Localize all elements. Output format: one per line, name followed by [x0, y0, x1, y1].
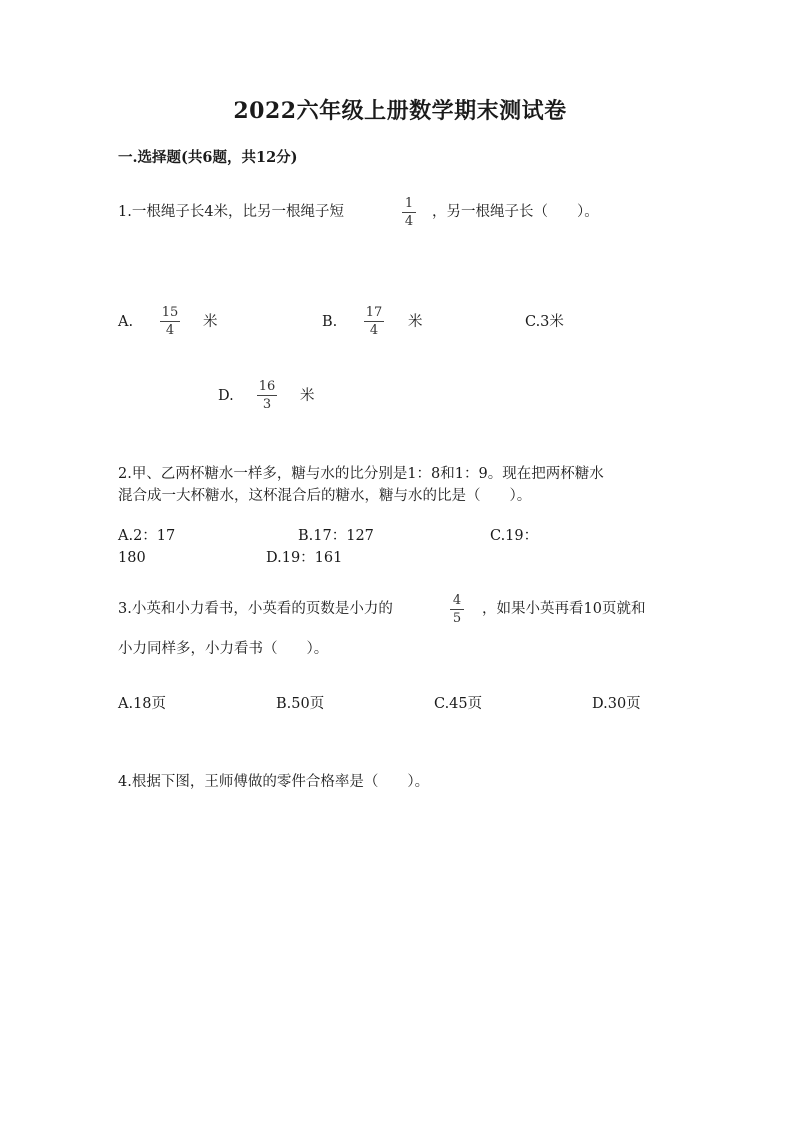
page-title: 2022六年级上册数学期末测试卷 [233, 98, 567, 124]
q1-option-d-denominator: 3 [262, 397, 272, 412]
q3-option-d: D.30页 [592, 696, 641, 712]
q1-option-b-numerator: 17 [365, 305, 383, 320]
q3-fraction-denominator: 5 [452, 611, 462, 626]
q3-option-a: A.18页 [118, 696, 167, 712]
q1-option-b-unit: 米 [408, 314, 423, 330]
q2-option-b: B.17：127 [298, 528, 374, 544]
q1-option-d-fraction [257, 379, 277, 412]
q3-fraction-numerator: 4 [452, 593, 462, 608]
q3-fraction [450, 593, 464, 626]
q4-stem: 4.根据下图，王师傅做的零件合格率是（ ）。 [118, 774, 430, 790]
q2-option-d: D.19：161 [266, 550, 343, 566]
q3-option-b: B.50页 [276, 696, 325, 712]
q1-option-a-fraction [160, 305, 180, 338]
q1-option-b-denominator: 4 [369, 323, 379, 338]
q2-option-c: C.19： [490, 528, 539, 544]
q1-option-b-label: B. [322, 314, 338, 330]
section-heading: 一.选择题(共6题，共12分) [118, 149, 298, 166]
fraction-bar [257, 395, 277, 396]
fraction-bar [364, 321, 384, 322]
q2-option-a: A.2：17 [118, 528, 176, 544]
q1-option-c: C.3米 [525, 314, 564, 330]
q1-fraction-denominator: 4 [404, 214, 414, 229]
q1-fraction-numerator: 1 [404, 196, 414, 211]
q2-option-c-continued: 180 [118, 550, 146, 566]
q1-option-d-numerator: 16 [258, 379, 276, 394]
q2-stem-line1: 2.甲、乙两杯糖水一样多，糖与水的比分别是1：8和1：9。现在把两杯糖水 [118, 466, 604, 482]
q1-fraction [402, 196, 416, 229]
fraction-bar [402, 212, 416, 213]
q1-option-d-unit: 米 [300, 388, 315, 404]
q1-option-b-fraction [364, 305, 384, 338]
q3-stem-part2: ，如果小英再看10页就和 [482, 601, 646, 617]
q3-stem-part1: 3.小英和小力看书，小英看的页数是小力的 [118, 601, 393, 617]
q3-stem-line2: 小力同样多，小力看书（ ）。 [118, 641, 329, 657]
fraction-bar [450, 609, 464, 610]
q1-stem-part2: ，另一根绳子长（ ）。 [432, 204, 599, 220]
q1-option-a-numerator: 15 [161, 305, 179, 320]
q3-option-c: C.45页 [434, 696, 483, 712]
q1-option-d-label: D. [218, 388, 234, 404]
q1-option-a-denominator: 4 [165, 323, 175, 338]
q1-stem-part1: 1.一根绳子长4米，比另一根绳子短 [118, 204, 345, 220]
q2-stem-line2: 混合成一大杯糖水，这杯混合后的糖水，糖与水的比是（ ）。 [118, 488, 532, 504]
fraction-bar [160, 321, 180, 322]
q1-option-a-unit: 米 [203, 314, 218, 330]
q1-option-a-label: A. [118, 314, 134, 330]
